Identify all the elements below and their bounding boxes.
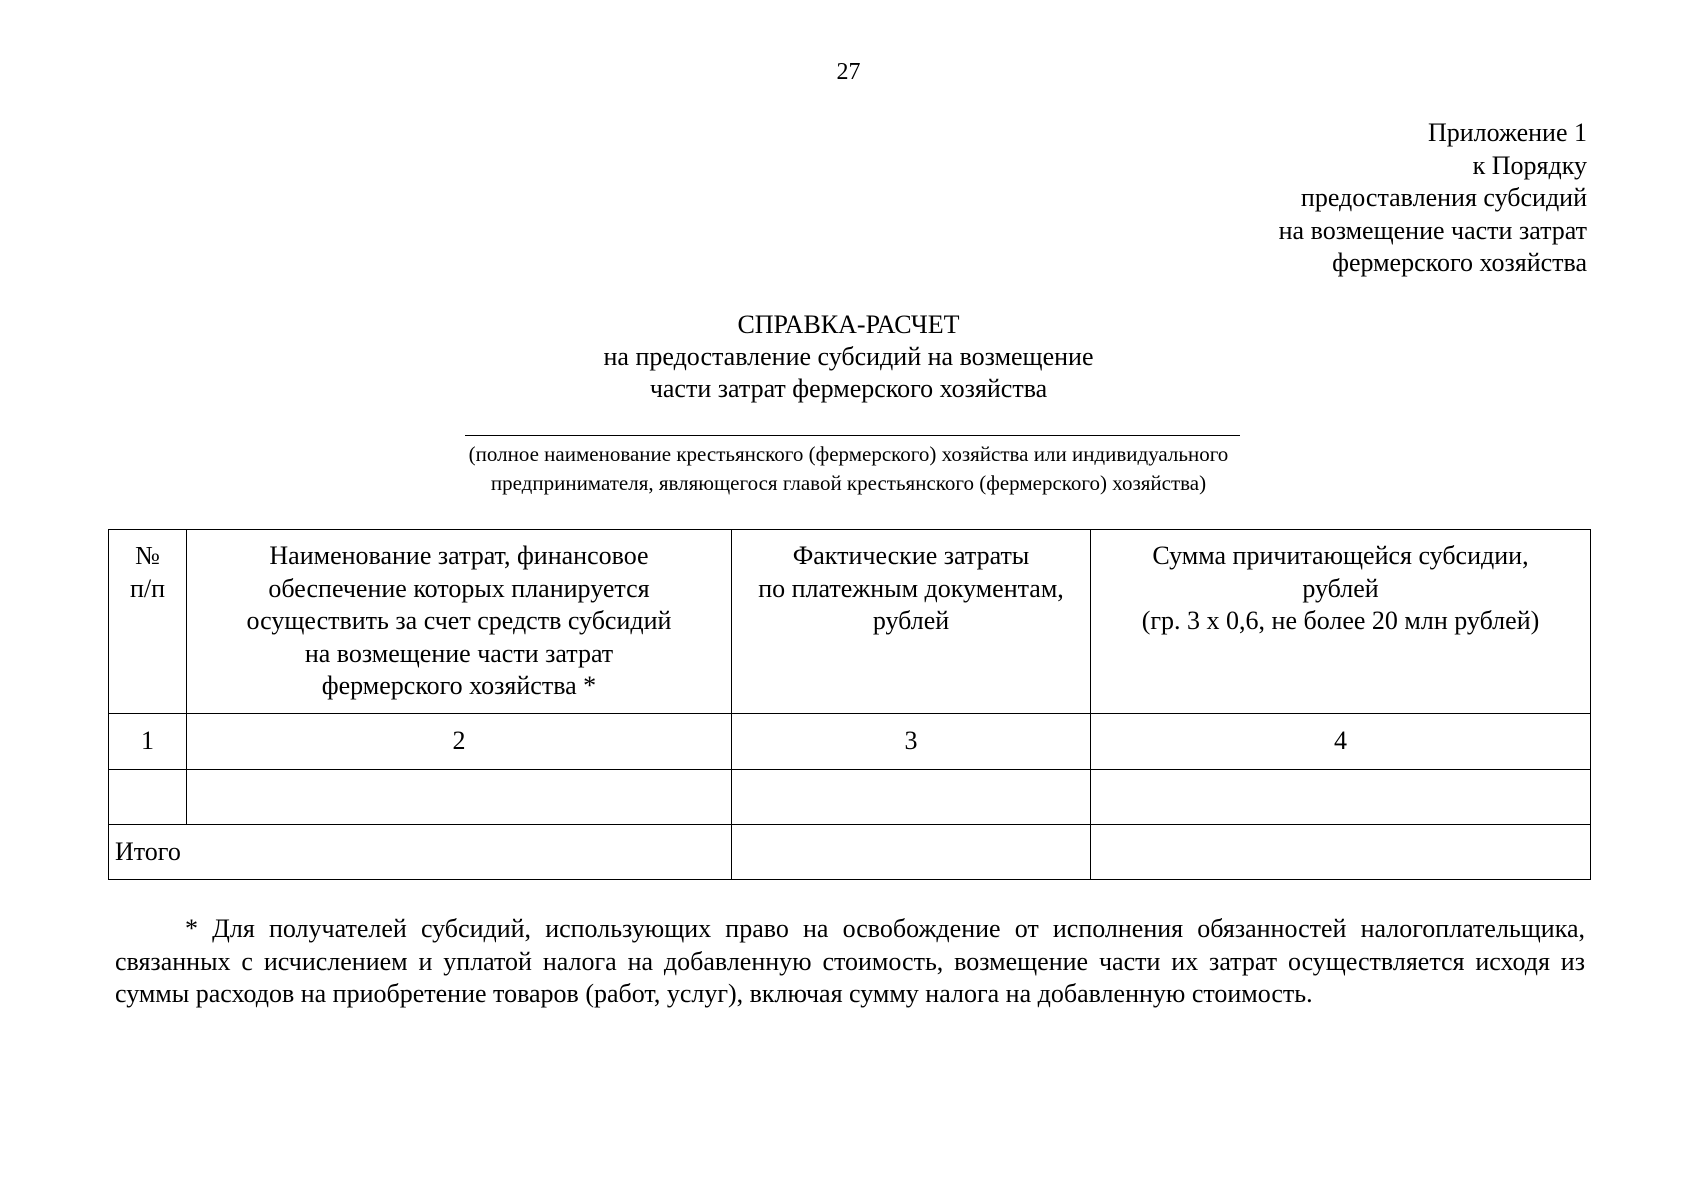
farm-name-caption-line: предпринимателя, являющегося главой крестьянского (фермерского) хозяйства) — [490, 471, 1207, 495]
table-row — [109, 770, 1591, 825]
header-cell-actual-costs: Фактические затраты по платежным документам, рублей — [732, 530, 1091, 714]
appendix-line: на возмещение части затрат — [1278, 215, 1587, 245]
table-cell — [1091, 770, 1591, 825]
appendix-reference — [987, 117, 1587, 280]
column-number-cell: 4 — [1091, 714, 1591, 770]
total-label: Итого — [109, 825, 732, 880]
document-subtitle-line: части затрат фермерского хозяйства — [649, 374, 1048, 403]
appendix-line: предоставления субсидий — [1300, 183, 1587, 212]
total-actual-costs-cell — [732, 825, 1091, 880]
document-subtitle-line: на предоставление субсидий на возмещение — [603, 342, 1094, 371]
appendix-line: Приложение 1 — [1427, 118, 1587, 147]
table-cell — [732, 770, 1091, 825]
appendix-line: фермерского хозяйства — [1332, 248, 1587, 277]
header-cell-subsidy-amount: Сумма причитающейся субсидии, рублей (гр. 3 х 0,6, не более 20 млн рублей) — [1091, 530, 1591, 714]
total-row — [109, 825, 1591, 880]
document-title — [0, 309, 1697, 405]
table-cell — [187, 770, 732, 825]
column-number-row — [109, 714, 1591, 770]
footnote: * Для получателей субсидий, использующих право на освобождение от исполнения обязанностей налогоплательщика, связанных с исчислением и уплатой налога на добавленную стоимость, возмещение части их затрат осуществляется исходя из суммы расходов на приобретение товаров (работ, услуг), включая сумму налога на добавленную стоимость. — [115, 914, 1585, 1008]
appendix-line: к Порядку — [1472, 150, 1587, 180]
page-number: 27 — [836, 59, 861, 85]
document-heading: СПРАВКА-РАСЧЕТ — [737, 310, 960, 339]
farm-name-fill-line — [465, 435, 1240, 436]
column-number-cell: 3 — [732, 714, 1091, 770]
calculation-table — [108, 529, 1591, 880]
column-number-cell: 1 — [109, 714, 187, 770]
header-cell-expense-name: Наименование затрат, финансовое обеспечение которых планируется осуществить за счет средств субсидий на возмещение части затрат фермерского хозяйства * — [187, 530, 732, 714]
header-cell-number: № п/п — [109, 530, 187, 714]
column-number-cell: 2 — [187, 714, 732, 770]
table-header-row — [109, 530, 1591, 714]
farm-name-caption — [0, 440, 1697, 498]
total-subsidy-cell — [1091, 825, 1591, 880]
farm-name-caption-line: (полное наименование крестьянского (фермерского) хозяйства или индивидуального — [468, 442, 1229, 466]
table-cell — [109, 770, 187, 825]
